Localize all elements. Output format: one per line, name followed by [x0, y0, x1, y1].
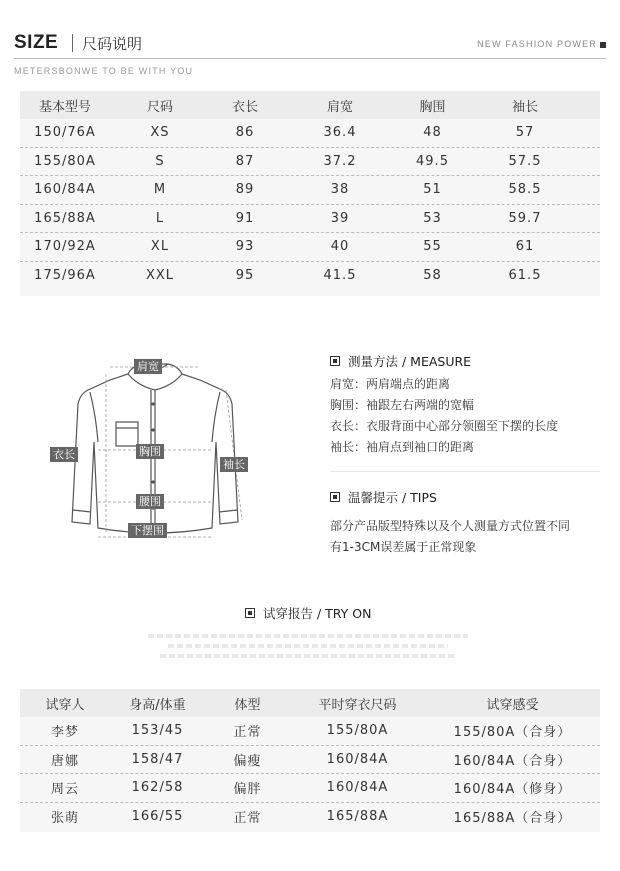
table-cell: M: [153, 182, 167, 198]
table-cell: 37.2: [323, 153, 357, 169]
column-header: 袖长: [511, 99, 538, 115]
table-cell: XS: [150, 125, 170, 141]
table-cell: 165/88A（合身）: [453, 811, 572, 827]
table-cell: 36.4: [323, 125, 357, 141]
table-cell: 59.7: [508, 210, 542, 226]
table-row: [20, 233, 600, 262]
table-row: [20, 205, 600, 234]
square-bullet-icon: [600, 42, 606, 48]
header-divider: [14, 58, 606, 59]
table-cell: 48: [423, 125, 442, 141]
tips-line: 有1-3CM误差属于正常现象: [330, 540, 477, 554]
table-row: [20, 746, 600, 775]
table-cell: 40: [330, 239, 350, 255]
measure-line: 肩宽：两肩端点的距离: [330, 377, 451, 391]
column-header: 试穿感受: [486, 697, 539, 713]
column-header: 衣长: [231, 99, 258, 115]
tips-text: [330, 516, 606, 558]
shoulder-label: 肩宽: [134, 359, 162, 374]
tips-title: 温馨提示 / TIPS: [330, 488, 606, 506]
column-header: 肩宽: [326, 99, 353, 115]
table-cell: 61.5: [508, 268, 542, 284]
square-bullet-icon: [330, 356, 340, 366]
table-cell: XXL: [145, 268, 175, 284]
table-cell: 57: [515, 125, 535, 141]
column-header: 身高/体重: [129, 697, 186, 713]
table-cell: 160/84A: [326, 780, 389, 796]
table-row: [20, 774, 600, 803]
table-cell: 150/76A: [34, 125, 96, 141]
column-header: 胸围: [419, 99, 446, 115]
table-cell: 160/84A: [34, 182, 96, 198]
faint-text-line: [160, 654, 456, 658]
table-cell: 87: [235, 153, 255, 169]
table-cell: 正常: [233, 811, 262, 827]
table-cell: 61: [515, 239, 535, 255]
measure-title: 测量方法 / MEASURE: [330, 352, 606, 370]
table-cell: 160/84A（合身）: [453, 753, 572, 769]
section-divider: [330, 471, 600, 472]
table-cell: 155/80A: [34, 153, 96, 169]
table-cell: 165/88A: [34, 210, 96, 226]
table-cell: 162/58: [131, 780, 184, 796]
table-cell: 170/92A: [34, 239, 96, 255]
table-cell: 偏胖: [233, 782, 262, 798]
length-label: 衣长: [50, 447, 78, 462]
table-cell: 41.5: [323, 268, 357, 284]
measure-section: [330, 352, 606, 454]
measure-line: 胸围：袖跟左右两端的宽幅: [330, 398, 475, 412]
table-cell: 周云: [50, 782, 79, 798]
table-cell: 唐娜: [50, 753, 79, 769]
table-cell: 55: [423, 239, 442, 255]
size-table: [20, 91, 600, 290]
column-header: 试穿人: [45, 697, 85, 713]
table-cell: 李梦: [50, 725, 79, 741]
table-cell: 91: [235, 210, 255, 226]
hem-label: 下摆围: [128, 523, 167, 538]
measure-line: 衣长：衣服背面中心部分领圈至下摆的长度: [330, 419, 559, 433]
table-row: [20, 803, 600, 832]
table-cell: 153/45: [131, 723, 184, 739]
table-cell: 95: [235, 268, 255, 284]
table-cell: XL: [150, 239, 170, 255]
page-subtitle: 尺码说明: [82, 35, 143, 53]
table-cell: 58: [423, 268, 442, 284]
table-cell: 155/80A: [326, 723, 389, 739]
column-header: 尺码: [146, 99, 173, 115]
table-cell: 160/84A（修身）: [453, 782, 572, 798]
page-header: [14, 30, 606, 60]
faint-text-line: [168, 644, 448, 648]
table-cell: 正常: [233, 725, 262, 741]
page-title: SIZE: [14, 32, 59, 53]
waist-label: 腰围: [136, 494, 164, 509]
brand-slogan: NEW FASHION POWER: [477, 39, 606, 49]
brand-tagline: METERSBONWE TO BE WITH YOU: [14, 66, 194, 76]
table-cell: 155/80A（合身）: [453, 725, 572, 741]
faint-text-line: [148, 634, 468, 638]
table-cell: 158/47: [131, 751, 184, 767]
table-cell: 166/55: [131, 809, 184, 825]
table-cell: L: [155, 210, 165, 226]
table-cell: 160/84A: [326, 751, 389, 767]
tips-section: [330, 488, 606, 558]
square-bullet-icon: [330, 492, 340, 502]
table-cell: S: [155, 153, 165, 169]
table-cell: 53: [423, 210, 442, 226]
column-header: 体型: [234, 697, 261, 713]
table-cell: 偏瘦: [233, 753, 262, 769]
table-cell: 93: [235, 239, 255, 255]
table-cell: 57.5: [508, 153, 542, 169]
table-cell: 165/88A: [326, 809, 389, 825]
table-cell: 张萌: [50, 811, 79, 827]
shirt-measurement-diagram: [50, 352, 260, 542]
chest-label: 胸围: [136, 444, 164, 459]
table-cell: 175/96A: [34, 268, 96, 284]
table-row: [20, 176, 600, 205]
title-divider: [72, 34, 73, 52]
table-row: [20, 717, 600, 746]
trial-table-header: [20, 689, 600, 717]
table-cell: 58.5: [508, 182, 542, 198]
table-row: [20, 148, 600, 177]
try-on-title: 试穿报告 / TRY ON: [245, 604, 371, 622]
table-cell: 49.5: [416, 153, 449, 169]
table-cell: 51: [423, 182, 442, 198]
table-row: [20, 119, 600, 148]
table-cell: 39: [330, 210, 350, 226]
table-row: [20, 262, 600, 291]
table-cell: 38: [330, 182, 350, 198]
tips-line: 部分产品版型特殊以及个人测量方式位置不同: [330, 519, 571, 533]
sleeve-label: 袖长: [220, 457, 248, 472]
square-bullet-icon: [245, 608, 255, 618]
measure-line: 袖长：袖肩点到袖口的距离: [330, 440, 475, 454]
column-header: 基本型号: [38, 99, 91, 115]
trial-table: [20, 689, 600, 831]
column-header: 平时穿衣尺码: [318, 697, 397, 713]
size-table-header: [20, 91, 600, 119]
table-cell: 86: [235, 125, 255, 141]
table-cell: 89: [235, 182, 255, 198]
